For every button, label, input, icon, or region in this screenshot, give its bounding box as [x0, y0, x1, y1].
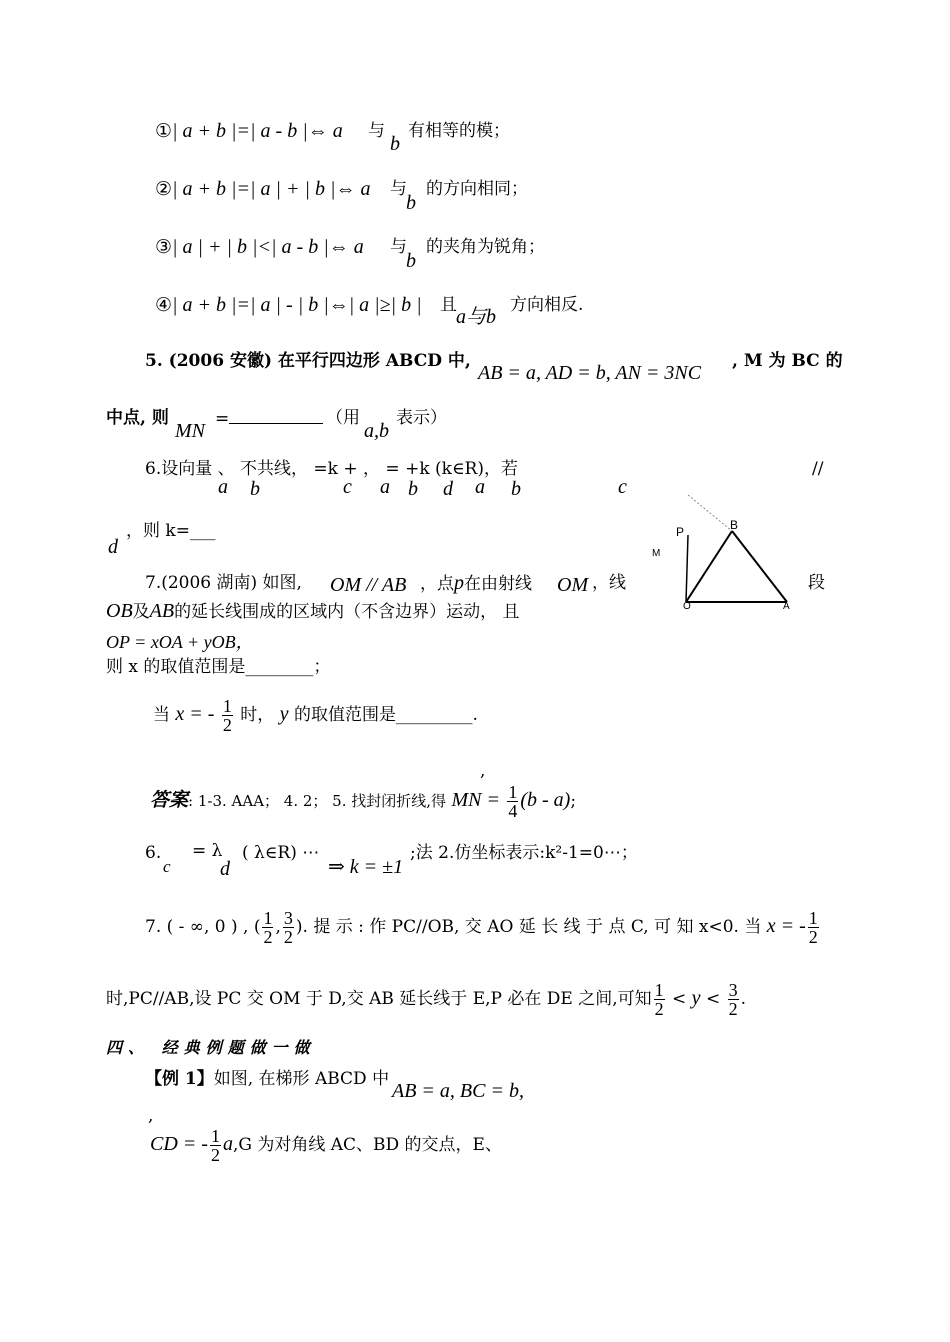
segment-ab: [732, 531, 787, 602]
q7-range-y: 当 x = - $\frac{1}{2}$ 时， y 的取值范围是_________.: [153, 696, 478, 735]
answer-6: 6.: [145, 843, 162, 863]
answers-tick: ,: [480, 761, 486, 781]
q6-vec-a3: a: [475, 476, 485, 498]
q6-vec-b3: b: [511, 478, 521, 500]
q6-vec-a2: a: [380, 476, 390, 498]
example-1-tick: ,: [148, 1106, 154, 1126]
q7-line2: OB及AB的延长线围成的区域内（不含边界）运动， 且: [106, 600, 520, 622]
q7-blank-y[interactable]: _________: [395, 705, 473, 725]
q5-show: 表示）: [396, 408, 447, 428]
fraction-half: $\frac{1}{2}$: [222, 696, 232, 735]
q5-tail: , M 为 BC 的: [732, 351, 843, 371]
answer-6-lambda: = λ: [192, 841, 223, 861]
label-o: O: [683, 601, 691, 612]
q7-lead: 7.(2006 湖南) 如图,: [145, 573, 302, 593]
q6-vec-d2: d: [108, 536, 118, 558]
q6-text: 6.设向量 、 不共线， =k + ， = +k (k∈R)，若: [145, 459, 518, 479]
condition-2-b: b: [406, 192, 416, 214]
answer-6-tail: ;法 2.仿坐标表示:k²-1=0⋯；: [410, 843, 638, 863]
q5-ab: a,b: [364, 420, 389, 442]
q5-lead: 5. (2006 安徽) 在平行四边形 ABCD 中,: [145, 351, 471, 371]
condition-4-text: 方向相反.: [510, 295, 584, 315]
q6-vec-b2: b: [408, 478, 418, 500]
q7-om-ab: OM // AB: [330, 574, 407, 596]
answer-6-c: c: [163, 857, 171, 876]
answer-7-line-2: 时,PC//AB,设 PC 交 OM 于 D,交 AB 延长线于 E,P 必在 DE 之间,可知 $\frac{1}{2}$ < y < $\frac{3}{2}$ .: [106, 980, 747, 1019]
q5-mn: MN: [175, 420, 205, 442]
condition-4-qie: 且: [440, 295, 457, 315]
condition-3: ③| a | + | b |<| a - b |⇔ a: [155, 236, 364, 258]
condition-1-text: 有相等的模；: [408, 121, 510, 141]
label-b: B: [730, 518, 739, 532]
answers-line-1: 答案: 1-3. AAA； 4. 2； 5. 找封闭折线,得 MN = $\frac{1}{4}$ (b - a);: [150, 782, 577, 821]
condition-1: ①| a + b |=| a - b |⇔ a: [155, 120, 343, 142]
q6-parallel: //: [812, 459, 824, 479]
condition-3-text: 的夹角为锐角；: [426, 237, 545, 257]
condition-1-yu: 与: [368, 121, 385, 141]
q5-paren: （用: [326, 408, 360, 428]
q7-p3: ，线: [592, 573, 626, 593]
q6-blank[interactable]: ___: [189, 521, 216, 541]
label-a: A: [783, 601, 790, 612]
condition-4: ④| a + b |=| a | - | b |⇔| a |≥| b |: [155, 294, 422, 316]
condition-4-ab: a与b: [456, 306, 496, 328]
label-p: P: [676, 525, 685, 539]
q5-blank[interactable]: [229, 407, 323, 424]
section-4-heading: 四、 经典例题做一做: [106, 1038, 316, 1057]
example-1-line-2: CD = - $\frac{1}{2}$ a,G 为对角线 AC、BD 的交点，E、: [150, 1126, 502, 1165]
condition-2: ②| a + b |=| a | + | b |⇔ a: [155, 178, 371, 200]
condition-2-text: 的方向相同；: [426, 179, 528, 199]
q7-range-x: 则 x 的取值范围是________；: [106, 657, 331, 677]
q7-p1: ，点p在由射线: [420, 572, 532, 594]
q5-answer-blank: =: [215, 407, 323, 430]
condition-3-b: b: [406, 250, 416, 272]
answer-6-d: d: [220, 858, 230, 880]
q6-vec-b: b: [250, 478, 260, 500]
q6-vec-a: a: [218, 476, 228, 498]
fraction-quarter: $\frac{1}{4}$: [508, 782, 518, 821]
ab-extension: [688, 495, 732, 531]
example-1-formula: AB = a, BC = b,: [392, 1080, 524, 1102]
q6-vec-c2: c: [618, 476, 627, 498]
answer-6-implies: ⇒ k = ±1: [328, 856, 404, 878]
label-m: M: [652, 548, 661, 559]
q7-vector-equation: OP = xOA + yOB，: [106, 632, 254, 652]
answer-7: 7. ( - ∞, 0 ) , ( $\frac{1}{2}$ , $\frac{3}{2}$ ). 提 示 : 作 PC//OB, 交 AO 延 长 线 于 点 C, 可 知 x<0. 当 x = - $\frac{1}{2}$: [145, 908, 818, 947]
condition-2-yu: 与: [390, 179, 407, 199]
answer-6-lambda-r: ( λ∈R) ⋯: [242, 843, 320, 863]
q6-then: ，则 k=___: [126, 521, 216, 541]
condition-1-b: b: [390, 133, 400, 155]
example-1: 【例 1】如图, 在梯形 ABCD 中: [145, 1069, 390, 1089]
q7-blank-x[interactable]: ________: [245, 657, 314, 677]
segment-ob: [686, 531, 732, 602]
geometry-figure: [640, 485, 840, 615]
q6-vec-d: d: [443, 478, 453, 500]
q5-line2: 中点, 则: [106, 408, 169, 428]
q7-seg: 段: [808, 573, 825, 593]
condition-3-yu: 与: [390, 237, 407, 257]
q7-om: OM: [557, 574, 589, 596]
q5-formula: AB = a, AD = b, AN = 3NC: [478, 362, 702, 384]
ray-om: [686, 535, 688, 602]
q6-vec-c: c: [343, 476, 352, 498]
